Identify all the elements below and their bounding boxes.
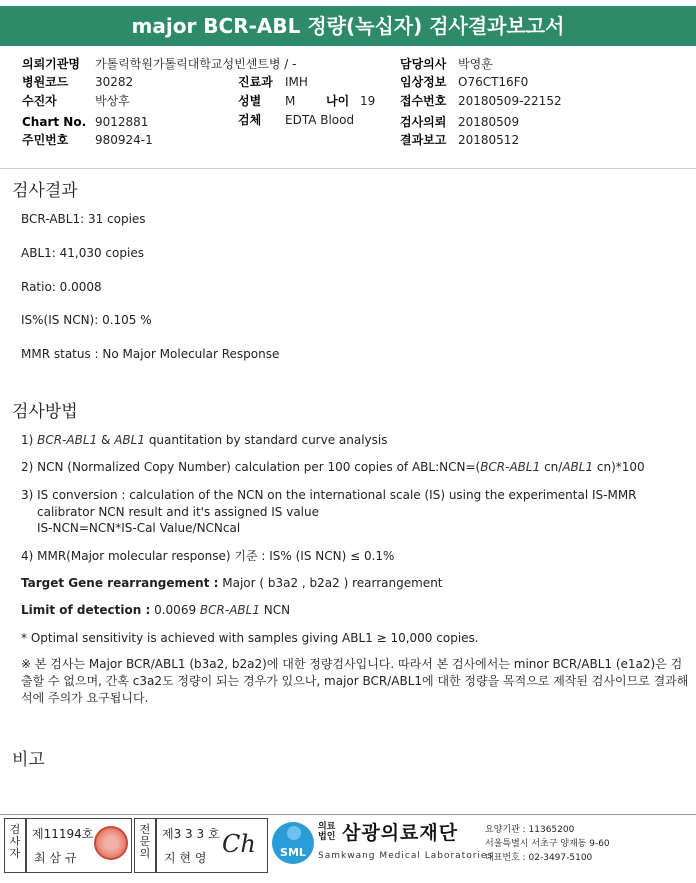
doctor-label: 담당의사: [400, 57, 447, 71]
chart-value: 9012881: [95, 115, 149, 129]
sensitivity-note: * Optimal sensitivity is achieved with samples giving ABL1 ≥ 10,000 copies.: [21, 631, 479, 645]
section-divider: [0, 168, 696, 169]
examiner-license: 제11194호: [32, 827, 94, 841]
specialist-label: 전문의: [134, 818, 156, 873]
brand-english: Samkwang Medical Laboratories: [318, 851, 494, 861]
report-label: 결과보고: [400, 133, 447, 147]
clinical-label: 임상정보: [400, 75, 447, 89]
department-label: 진료과: [238, 75, 273, 89]
specimen-label: 검체: [238, 113, 262, 127]
age-label: 나이: [326, 94, 350, 108]
method-2-suffix: cn)*100: [596, 460, 645, 474]
lod-label: Limit of detection :: [21, 603, 151, 617]
target-gene-label: Target Gene rearrangement :: [21, 576, 219, 590]
logo-text: SML: [280, 846, 306, 859]
target-gene-value: Major ( b3a2 , b2a2 ) rearrangement: [222, 576, 443, 590]
age-value: 19: [360, 94, 376, 108]
patient-info: [0, 52, 696, 152]
examiner-name: 최 삼 규: [34, 851, 77, 865]
report-title: major BCR-ABL 정량(녹십자) 검사결과보고서: [0, 6, 696, 46]
method-3-line-1: 3) IS conversion : calculation of the NCN on the international scale (IS) using the experimental IS-MMR: [21, 488, 637, 502]
examiner-seal-icon: [94, 826, 128, 860]
results-heading: 검사결과: [12, 181, 78, 201]
method-1-prefix: 1): [21, 433, 34, 447]
collector-value: 박상후: [95, 94, 130, 108]
methods-heading: 검사방법: [12, 402, 78, 422]
institution-code: 요양기관 : 11365200: [485, 825, 575, 835]
request-label: 검사의뢰: [400, 115, 447, 129]
abl1-result: ABL1: 41,030 copies: [21, 246, 144, 260]
hospital-code-value: 30282: [95, 75, 134, 89]
brand-prefix-bottom: 법인: [318, 832, 336, 842]
method-4: 4) MMR(Major molecular response) 기준 : IS% (IS NCN) ≤ 0.1%: [21, 549, 395, 563]
footer-divider: [0, 814, 696, 815]
request-value: 20180509: [458, 115, 520, 129]
lod-gene: BCR-ABL1: [199, 603, 260, 617]
clinical-value: O76CT16F0: [458, 75, 529, 89]
is-percent-result: IS%(IS NCN): 0.105 %: [21, 313, 152, 327]
method-3-line-2: calibrator NCN result and it's assigned IS value: [37, 505, 319, 519]
lod-value: 0.0069: [154, 603, 197, 617]
target-gene: [21, 575, 443, 591]
method-1-suffix: quantitation by standard curve analysis: [148, 433, 388, 447]
method-1-gene-abl1: ABL1: [114, 433, 145, 447]
receipt-value: 20180509-22152: [458, 94, 562, 108]
notice-text: ※ 본 검사는 Major BCR/ABL1 (b3a2, b2a2)에 대한 정량검사입니다. 따라서 본 검사에서는 minor BCR/ABL1 (e1a2)은 검출할 수 없으며, 간혹 c3a2도 정량이 되는 경우가 있으나, major BCR/ABL1에 대한 정량을 목적으로 제작된 검사이므로 결과해석에 주의가 요구됩니다.: [21, 657, 689, 705]
brand-prefix: [318, 822, 335, 842]
collector-label: 수진자: [22, 94, 57, 108]
specialist-name: 지 현 영: [164, 851, 207, 865]
phone: 대표번호 : 02-3497-5100: [485, 853, 593, 863]
resident-label: 주민번호: [22, 133, 69, 147]
logo-dot-icon: [287, 826, 301, 840]
limit-of-detection: [21, 602, 290, 618]
brand-name: 삼광의료재단: [342, 822, 459, 844]
sex-label: 성별: [238, 94, 262, 108]
ratio-result: Ratio: 0.0008: [21, 280, 102, 294]
method-2-gene-bcr-abl1: BCR-ABL1: [480, 460, 541, 474]
sml-logo-icon: [272, 822, 314, 864]
report-value: 20180512: [458, 133, 520, 147]
bcr-abl1-result: BCR-ABL1: 31 copies: [21, 212, 146, 226]
institution-value: 가톨릭학원가톨릭대학교성빈센트병 / -: [95, 57, 297, 71]
method-1-gene-bcr-abl1: BCR-ABL1: [37, 433, 98, 447]
method-3-line-3: IS-NCN=NCN*IS-Cal Value/NCNcal: [37, 521, 241, 535]
method-2-gene-abl1: ABL1: [562, 460, 594, 474]
specialist-signature: Ch: [222, 830, 256, 858]
lod-unit: NCN: [263, 603, 291, 617]
chart-label: Chart No.: [22, 115, 87, 129]
method-2: [21, 459, 645, 475]
doctor-value: 박영훈: [458, 57, 493, 71]
mmr-status-result: MMR status : No Major Molecular Response: [21, 347, 280, 361]
resident-value: 980924-1: [95, 133, 153, 147]
receipt-label: 접수번호: [400, 94, 447, 108]
method-2-mid: cn/: [544, 460, 563, 474]
address: 서울특별시 서초구 양재동 9-60: [485, 839, 610, 849]
institution-label: 의뢰기관명: [22, 57, 80, 71]
specimen-value: EDTA Blood: [285, 113, 355, 127]
brand-prefix-top: 의료: [318, 822, 336, 832]
specialist-license: 제3 3 3 호: [162, 827, 220, 841]
examiner-label: 검사자: [4, 818, 26, 873]
hospital-code-label: 병원코드: [22, 75, 69, 89]
method-1-amp: &: [101, 433, 111, 447]
department-value: IMH: [285, 75, 308, 89]
remarks-heading: 비고: [12, 750, 45, 770]
method-1: [21, 432, 388, 448]
method-2-prefix: 2) NCN (Normalized Copy Number) calculation per 100 copies of ABL:NCN=(: [21, 460, 481, 474]
sex-value: M: [285, 94, 296, 108]
